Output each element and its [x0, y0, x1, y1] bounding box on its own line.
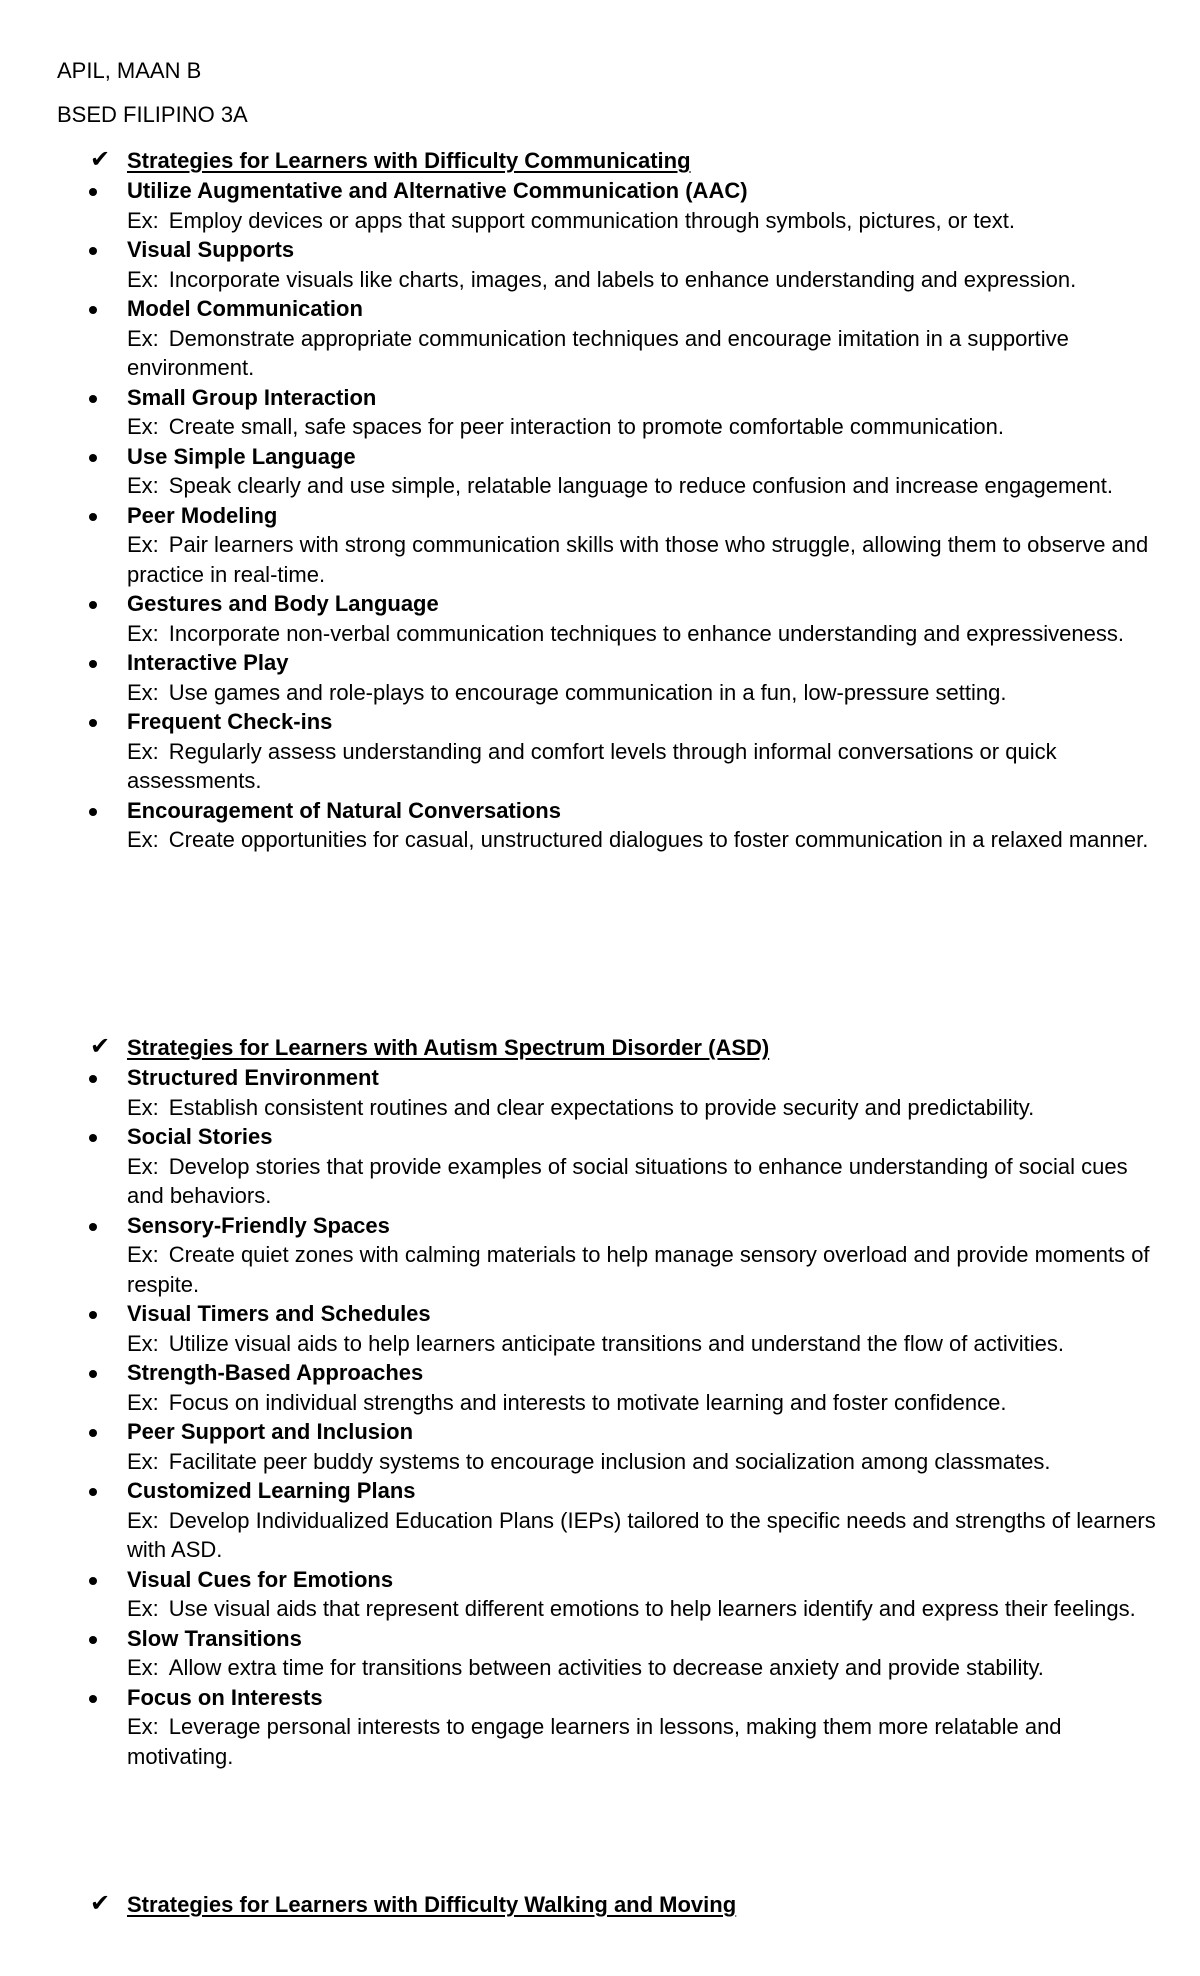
list-item: [0, 1299, 1200, 1358]
course-name: BSED FILIPINO 3A: [57, 102, 248, 127]
item-title: Utilize Augmentative and Alternative Communication (AAC): [127, 178, 748, 203]
item-example: [127, 825, 1167, 855]
example-label: Ex:: [127, 473, 159, 498]
example-label: Ex:: [127, 207, 159, 233]
example-label: Ex:: [127, 1094, 159, 1120]
bullet-icon: [89, 1223, 97, 1231]
example-label: Ex:: [127, 1507, 159, 1533]
bullet-icon: [89, 601, 97, 609]
item-title: Customized Learning Plans: [127, 1478, 416, 1503]
list-item: [0, 1476, 1200, 1565]
item-example: [127, 678, 1167, 708]
list-item: [0, 176, 1200, 235]
example-label: Ex:: [127, 620, 159, 646]
item-title: Peer Support and Inclusion: [127, 1419, 414, 1444]
example-text: Employ devices or apps that support communication through symbols, pictures, or text.: [168, 207, 1015, 233]
example-text: Establish consistent routines and clear expectations to provide security and predictability.: [168, 1094, 1035, 1120]
example-label: Ex:: [127, 1389, 159, 1415]
item-example: [127, 530, 1167, 589]
example-label: Ex:: [127, 1242, 159, 1267]
bullet-icon: [89, 1577, 97, 1585]
list-item: [0, 501, 1200, 590]
list-item: [0, 1417, 1200, 1476]
bullet-icon: [89, 1134, 97, 1142]
example-text: Create small, safe spaces for peer interaction to promote comfortable communication.: [168, 414, 1004, 439]
item-title: Small Group Interaction: [127, 384, 377, 410]
item-example: [127, 1447, 1167, 1477]
item-example: [127, 1093, 1167, 1123]
example-text: Incorporate non-verbal communication techniques to enhance understanding and expressiveness.: [168, 620, 1124, 646]
bullet-icon: [89, 808, 97, 816]
list-item: [0, 383, 1200, 442]
item-example: [127, 1594, 1167, 1624]
item-title: Focus on Interests: [127, 1684, 323, 1710]
checkmark-icon: ✔: [90, 146, 111, 173]
item-example: [127, 1653, 1167, 1683]
example-text: Regularly assess understanding and comfort levels through informal conversations or quick assessments.: [127, 738, 1057, 793]
item-title: Visual Timers and Schedules: [127, 1301, 431, 1326]
example-label: Ex:: [127, 1330, 159, 1356]
section-walking: [0, 1890, 1200, 1920]
example-label: Ex:: [127, 1655, 159, 1680]
bullet-icon: [89, 660, 97, 668]
item-title: Gestures and Body Language: [127, 591, 439, 616]
item-example: [127, 1712, 1167, 1771]
example-label: Ex:: [127, 414, 159, 439]
bullet-icon: [89, 513, 97, 521]
bullet-icon: [89, 306, 97, 314]
example-text: Use visual aids that represent different emotions to help learners identify and express their feelings.: [168, 1596, 1136, 1621]
item-title: Slow Transitions: [127, 1625, 302, 1651]
item-example: [127, 619, 1167, 649]
example-label: Ex:: [127, 1153, 159, 1179]
example-text: Incorporate visuals like charts, images, and labels to enhance understanding and expression.: [168, 266, 1077, 292]
item-title: Sensory-Friendly Spaces: [127, 1212, 390, 1238]
bullet-icon: [89, 1636, 97, 1644]
example-label: Ex:: [127, 1448, 159, 1474]
strategy-list: [0, 1063, 1200, 1771]
example-label: Ex:: [127, 827, 159, 852]
example-label: Ex:: [127, 679, 159, 705]
section-asd: [0, 1033, 1200, 1771]
list-item: [0, 1624, 1200, 1683]
item-title: Peer Modeling: [127, 502, 278, 528]
item-title: Model Communication: [127, 296, 363, 321]
example-label: Ex:: [127, 738, 159, 764]
item-example: [127, 412, 1167, 442]
item-title: Use Simple Language: [127, 443, 356, 469]
section-title: Strategies for Learners with Autism Spectrum Disorder (ASD): [127, 1035, 770, 1060]
example-text: Use games and role-plays to encourage communication in a fun, low-pressure setting.: [168, 679, 1007, 705]
item-example: [127, 1506, 1167, 1565]
bullet-icon: [89, 1311, 97, 1319]
strategy-list: [0, 176, 1200, 855]
item-example: [127, 1152, 1167, 1211]
item-example: [127, 1329, 1167, 1359]
list-item: [0, 1683, 1200, 1772]
item-title: Strength-Based Approaches: [127, 1360, 424, 1385]
item-example: [127, 471, 1167, 501]
bullet-icon: [89, 1695, 97, 1703]
list-item: [0, 589, 1200, 648]
item-example: [127, 1388, 1167, 1418]
checkmark-icon: ✔: [90, 1890, 111, 1917]
bullet-icon: [89, 719, 97, 727]
author-name: APIL, MAAN B: [57, 58, 202, 83]
bullet-icon: [89, 1370, 97, 1378]
section-title: Strategies for Learners with Difficulty Communicating: [127, 148, 691, 173]
example-text: Create opportunities for casual, unstructured dialogues to foster communication in a relaxed manner.: [168, 827, 1149, 852]
list-item: [0, 294, 1200, 383]
item-title: Visual Supports: [127, 237, 295, 262]
example-text: Facilitate peer buddy systems to encourage inclusion and socialization among classmates.: [168, 1448, 1051, 1474]
example-text: Allow extra time for transitions between activities to decrease anxiety and provide stability.: [168, 1655, 1044, 1680]
list-item: [0, 1122, 1200, 1211]
example-text: Speak clearly and use simple, relatable language to reduce confusion and increase engagement.: [168, 473, 1113, 498]
bullet-icon: [89, 1429, 97, 1437]
item-title: Visual Cues for Emotions: [127, 1566, 394, 1592]
bullet-icon: [89, 1075, 97, 1083]
example-label: Ex:: [127, 1714, 159, 1739]
bullet-icon: [89, 395, 97, 403]
bullet-icon: [89, 1488, 97, 1496]
item-example: [127, 1240, 1167, 1299]
list-item: [0, 648, 1200, 707]
example-text: Pair learners with strong communication skills with those who struggle, allowing them to observe and practice in real-time.: [127, 532, 1149, 587]
list-item: [0, 1063, 1200, 1122]
list-item: [0, 442, 1200, 501]
item-title: Social Stories: [127, 1124, 273, 1149]
example-text: Focus on individual strengths and interests to motivate learning and foster confidence.: [168, 1389, 1007, 1415]
item-title: Structured Environment: [127, 1065, 379, 1090]
item-title: Frequent Check-ins: [127, 709, 333, 734]
example-text: Develop stories that provide examples of social situations to enhance understanding of social cues and behaviors.: [127, 1153, 1128, 1208]
list-item: [0, 1358, 1200, 1417]
list-item: [0, 707, 1200, 796]
example-text: Demonstrate appropriate communication techniques and encourage imitation in a supportive environment.: [127, 325, 1069, 380]
example-text: Create quiet zones with calming materials to help manage sensory overload and provide moments of respite.: [127, 1242, 1150, 1297]
example-text: Utilize visual aids to help learners anticipate transitions and understand the flow of activities.: [168, 1330, 1064, 1356]
item-example: [127, 324, 1167, 383]
example-label: Ex:: [127, 325, 159, 351]
section-heading: [0, 1033, 1200, 1063]
bullet-icon: [89, 247, 97, 255]
list-item: [0, 796, 1200, 855]
section-title: Strategies for Learners with Difficulty Walking and Moving: [127, 1892, 737, 1917]
example-text: Leverage personal interests to engage learners in lessons, making them more relatable and motivating.: [127, 1714, 1062, 1769]
list-item: [0, 235, 1200, 294]
checkmark-icon: ✔: [90, 1033, 111, 1060]
section-communicating: [0, 146, 1200, 855]
item-example: [127, 737, 1167, 796]
list-item: [0, 1565, 1200, 1624]
bullet-icon: [89, 454, 97, 462]
item-title: Encouragement of Natural Conversations: [127, 797, 561, 823]
item-example: [127, 206, 1167, 236]
list-item: [0, 1211, 1200, 1300]
section-heading: [0, 146, 1200, 176]
example-text: Develop Individualized Education Plans (IEPs) tailored to the specific needs and strengths of learners with ASD.: [127, 1507, 1156, 1562]
example-label: Ex:: [127, 266, 159, 292]
section-heading: [0, 1890, 1200, 1920]
item-title: Interactive Play: [127, 650, 289, 675]
bullet-icon: [89, 188, 97, 196]
example-label: Ex:: [127, 1596, 159, 1621]
item-example: [127, 265, 1167, 295]
example-label: Ex:: [127, 532, 159, 557]
